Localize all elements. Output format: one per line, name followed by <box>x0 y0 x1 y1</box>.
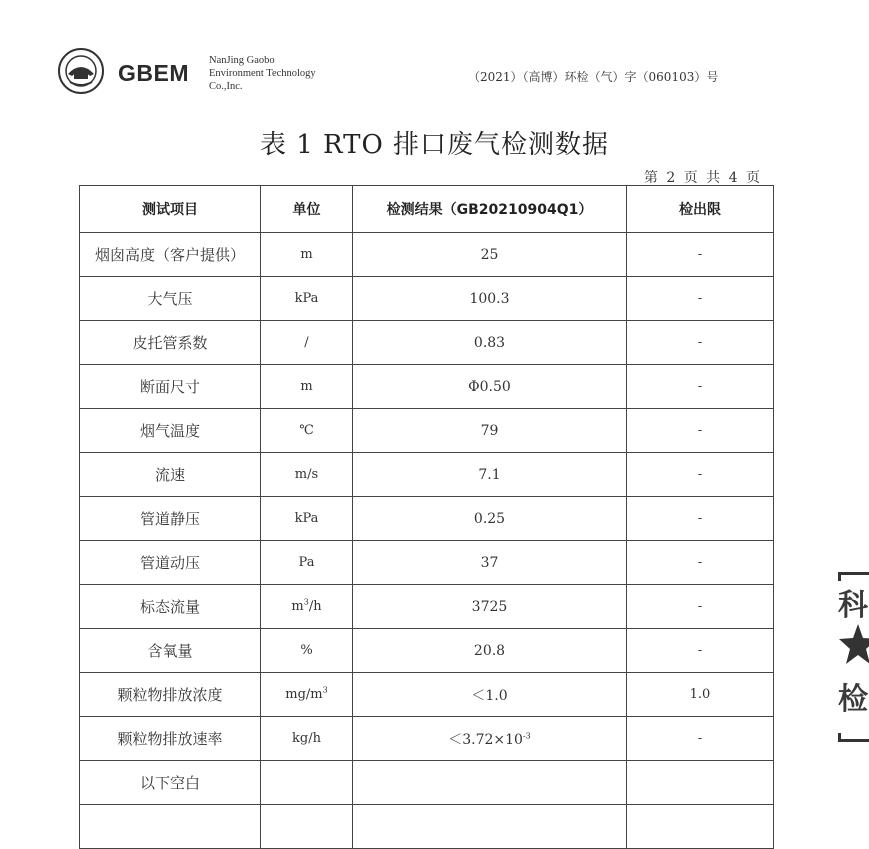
table-row <box>80 497 774 541</box>
cell-unit: m <box>261 365 353 409</box>
cell-result: 37 <box>353 541 627 585</box>
cell-limit: - <box>627 409 774 453</box>
cell-item: 皮托管系数 <box>80 321 261 365</box>
cell-unit <box>261 585 353 629</box>
table-row <box>80 629 774 673</box>
cell-unit <box>261 761 353 805</box>
cell-item: 以下空白 <box>80 761 261 805</box>
table-row-blank <box>80 805 774 849</box>
table-row <box>80 277 774 321</box>
cell-unit: ℃ <box>261 409 353 453</box>
table-row <box>80 673 774 717</box>
stamp-character-bottom: 检 <box>838 682 868 717</box>
cell-result: 0.25 <box>353 497 627 541</box>
unit-base: mg/m <box>285 687 323 702</box>
company-name-line2: Environment Technology <box>209 68 316 79</box>
company-name-line3: Co.,Inc. <box>209 81 243 92</box>
cell-unit: Pa <box>261 541 353 585</box>
column-header-unit: 单位 <box>261 186 353 233</box>
result-superscript: -3 <box>522 730 531 740</box>
cell-limit: - <box>627 717 774 761</box>
table-row <box>80 321 774 365</box>
table-row <box>80 365 774 409</box>
stamp-bracket-bottom <box>838 733 869 742</box>
column-header-result: 检测结果（GB20210904Q1） <box>353 186 627 233</box>
cell-limit: - <box>627 321 774 365</box>
cell-limit: - <box>627 453 774 497</box>
cell-item: 烟囱高度（客户提供） <box>80 233 261 277</box>
cell-limit: - <box>627 497 774 541</box>
cell-empty <box>627 805 774 849</box>
cell-item: 管道动压 <box>80 541 261 585</box>
table-row <box>80 717 774 761</box>
result-base: ＜3.72×10 <box>448 731 523 748</box>
cell-limit: - <box>627 277 774 321</box>
cell-item: 颗粒物排放浓度 <box>80 673 261 717</box>
cell-empty <box>353 805 627 849</box>
cell-result: 100.3 <box>353 277 627 321</box>
cell-result: 3725 <box>353 585 627 629</box>
cell-limit: - <box>627 365 774 409</box>
table-row <box>80 453 774 497</box>
cell-limit: - <box>627 541 774 585</box>
table-row <box>80 409 774 453</box>
cell-unit <box>261 673 353 717</box>
column-header-limit: 检出限 <box>627 186 774 233</box>
cell-result: 7.1 <box>353 453 627 497</box>
cell-result: ＜1.0 <box>353 673 627 717</box>
cell-result: 20.8 <box>353 629 627 673</box>
brand-name: GBEM <box>118 60 189 86</box>
document-title: 表 1 RTO 排口废气检测数据 <box>259 130 610 160</box>
cell-item: 管道静压 <box>80 497 261 541</box>
cell-unit: m <box>261 233 353 277</box>
cell-item: 烟气温度 <box>80 409 261 453</box>
company-name <box>209 54 316 93</box>
cell-unit: % <box>261 629 353 673</box>
cell-result: 79 <box>353 409 627 453</box>
company-logo-emblem <box>58 48 104 94</box>
stamp-character-top: 科 <box>838 588 868 623</box>
cell-result: 25 <box>353 233 627 277</box>
unit-tail: /h <box>308 599 322 614</box>
cell-unit: kg/h <box>261 717 353 761</box>
unit-superscript: 3 <box>322 685 328 695</box>
cell-item: 标态流量 <box>80 585 261 629</box>
cell-unit: kPa <box>261 277 353 321</box>
cell-limit: - <box>627 585 774 629</box>
table-row <box>80 585 774 629</box>
cell-limit <box>627 761 774 805</box>
table-row <box>80 541 774 585</box>
table-row <box>80 761 774 805</box>
report-number: （2021）（高博）环检（气）字（060103）号 <box>468 70 719 84</box>
cell-limit: - <box>627 233 774 277</box>
cell-result <box>353 717 627 761</box>
company-name-line1: NanJing Gaobo <box>209 55 275 66</box>
cell-unit: / <box>261 321 353 365</box>
cell-unit: kPa <box>261 497 353 541</box>
cell-result <box>353 761 627 805</box>
report-header <box>58 48 818 98</box>
cell-empty <box>261 805 353 849</box>
seal-stamp-partial <box>834 572 869 742</box>
unit-superscript: 3 <box>303 597 309 607</box>
table-header-row <box>80 186 774 233</box>
cell-result: Φ0.50 <box>353 365 627 409</box>
cell-item: 流速 <box>80 453 261 497</box>
cell-empty <box>80 805 261 849</box>
cell-unit: m/s <box>261 453 353 497</box>
cell-result: 0.83 <box>353 321 627 365</box>
table-row <box>80 233 774 277</box>
page-indicator: 第 2 页 共 4 页 <box>643 170 762 186</box>
measurement-table <box>79 185 774 849</box>
star-icon <box>838 622 869 666</box>
cell-item: 大气压 <box>80 277 261 321</box>
cell-limit: 1.0 <box>627 673 774 717</box>
unit-base: m <box>291 599 304 614</box>
cell-item: 断面尺寸 <box>80 365 261 409</box>
column-header-item: 测试项目 <box>80 186 261 233</box>
cell-item: 含氧量 <box>80 629 261 673</box>
cell-limit: - <box>627 629 774 673</box>
cell-item: 颗粒物排放速率 <box>80 717 261 761</box>
